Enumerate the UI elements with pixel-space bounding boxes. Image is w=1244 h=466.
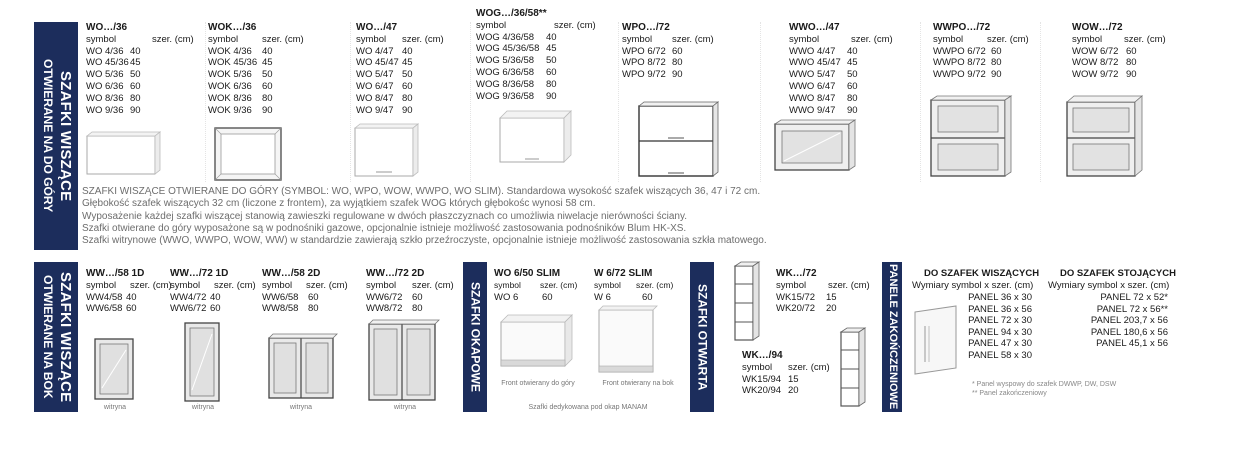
table-row: WOG 45/36/58 45 <box>476 43 557 55</box>
table-row: WPO 9/72 90 <box>622 69 683 81</box>
series-wo-36: WO…/36 symbol szer. (cm) WO 4/36 40 WO 45/36 45 WO 5/36 50 WO 6/36 60 WO 8/36 80 WO 9/36 90 <box>86 22 194 116</box>
caption-front-side: Front otwierany na bok <box>602 380 674 387</box>
table-row: WO 5/36 50 <box>86 69 141 81</box>
series-wwo-47: WWO…/47 symbol szer. (cm) WWO 4/47 40 WWO 45/47 45 WWO 5/47 50 WWO 6/47 60 WWO 8/47 80 WWO 9/47 90 <box>789 22 893 116</box>
table-row: WOG 6/36/58 60 <box>476 66 557 78</box>
list-item: PANEL 94 x 30 <box>968 326 1032 338</box>
table-row: WOW 9/72 90 <box>1072 69 1137 81</box>
table-row: WWO 5/47 50 <box>789 69 858 81</box>
table-row: W 6 60 <box>594 291 653 303</box>
cabinet-wo-36-illustration <box>84 130 164 180</box>
table-row: WO 6/47 60 <box>356 80 413 92</box>
vitrine-2d-72-illustration <box>366 318 440 404</box>
series-wok-36: WOK…/36 symbol szer. (cm) WOK 4/36 40 WOK 45/36 45 WOK 5/36 50 WOK 6/36 60 WOK 8/36 80 WOK 9/36 90 <box>208 22 304 116</box>
panels-hanging-sub: Wymiary symbol x szer. (cm) <box>912 280 1034 291</box>
cabinet-wwo-47-illustration <box>772 118 858 174</box>
table-row: WO 6 60 <box>494 291 553 303</box>
table-row: WWO 9/47 90 <box>789 104 858 116</box>
table-row: WO 4/47 40 <box>356 45 413 57</box>
table-row: WPO 6/72 60 <box>622 45 683 57</box>
caption-front-up: Front otwierany do góry <box>501 380 575 387</box>
table-row: WOG 9/36/58 90 <box>476 90 557 102</box>
cabinet-wo-47-illustration <box>352 120 422 180</box>
vitrine-1d-72-illustration <box>182 320 224 404</box>
list-item: PANEL 72 x 52* <box>1100 292 1168 303</box>
table-row: WW4/72 40 <box>170 291 221 303</box>
series-wo-6-50-slim: WO 6/50 SLIM symbol szer. (cm) WO 6 60 <box>494 268 578 303</box>
okap-slim-top-illustration <box>498 312 574 370</box>
table-row: WO 5/47 50 <box>356 69 413 81</box>
okap-slim-side-illustration <box>596 304 658 376</box>
series-ww-58-2d: WW…/58 2D symbol szer. (cm) WW6/58 60 WW8/58 80 <box>262 268 348 315</box>
table-row: WO 45/47 45 <box>356 57 413 69</box>
table-row: WO 9/47 90 <box>356 104 413 116</box>
list-item: PANEL 45,1 x 56 <box>1096 338 1168 350</box>
series-wwpo-72: WWPO…/72 symbol szer. (cm) WWPO 6/72 60 WWPO 8/72 80 WWPO 9/72 90 <box>933 22 1029 81</box>
caption-witryna: witryna <box>393 404 417 411</box>
series-wo-47: WO…/47 symbol szer. (cm) WO 4/47 40 WO 45/47 45 WO 5/47 50 WO 6/47 60 WO 8/47 80 WO 9/47 90 <box>356 22 444 116</box>
cabinet-wog-illustration <box>497 108 573 168</box>
table-row: WK20/72 20 <box>776 303 837 315</box>
table-row: WWO 45/47 45 <box>789 57 858 69</box>
list-item: PANEL 58 x 30 <box>968 349 1032 361</box>
table-row: WWO 4/47 40 <box>789 45 858 57</box>
cabinet-wow-72-illustration <box>1064 94 1146 180</box>
series-ww-72-2d: WW…/72 2D symbol szer. (cm) WW6/72 60 WW8/72 80 <box>366 268 454 315</box>
shelf-wk-72-illustration <box>732 260 762 344</box>
table-row: WOG 5/36/58 50 <box>476 55 557 67</box>
cabinet-wwpo-72-illustration <box>928 94 1014 180</box>
table-row: WW6/58 60 <box>86 303 137 315</box>
caption-witryna: witryna <box>289 404 313 411</box>
table-row: WOG 8/36/58 80 <box>476 78 557 90</box>
table-row: WO 4/36 40 <box>86 45 141 57</box>
table-row: WWO 6/47 60 <box>789 80 858 92</box>
series-wk-72: WK…/72 symbol szer. (cm) WK15/72 15 WK20/72 20 <box>776 268 870 315</box>
table-row: WW8/72 80 <box>366 303 423 315</box>
table-row: WW6/58 60 <box>262 291 319 303</box>
table-row: WW6/72 60 <box>366 291 423 303</box>
shelf-wk-94-illustration <box>838 326 868 410</box>
description-text: SZAFKI WISZĄCE OTWIERANE DO GÓRY (SYMBOL: WO, WPO, WOW, WWPO, WO SLIM). Standardowa wysokość szafek wiszących 36, 47 i 72 cm. Głębokość szafek wiszących 32 cm (liczone z frontem), za wyjątkiem szafek WOG których głębokośc wynosi 58 cm. Wyposażenie każdej szafki wiszącej stanowią zawieszki regulowane w dwóch płaszczyznach co umożliwia niwelacje nierówności ściany. Szafki otwierane do góry wyposażone są w podnośniki gazowe, opcjonalnie istnieje możliwość zastosowania podnośników Blum HK-XS. Szafki witrynowe (WWO, WWPO, WOW, WW) w standardzie zawierają szkło przeźroczyste, opcjonalnie istnieje możliwość zastosowania szkła matowego. <box>82 186 767 247</box>
caption-witryna: witryna <box>191 404 215 411</box>
panels-standing-list <box>1080 292 1168 350</box>
series-title: WO…/36 <box>86 22 128 33</box>
section-label-otwarta: SZAFKI OTWARTA <box>690 262 714 412</box>
table-row: WO 6/36 60 <box>86 80 141 92</box>
table-row: WOK 5/36 50 <box>208 69 273 81</box>
table-row: WOG 4/36/58 40 <box>476 31 557 43</box>
panels-standing-header: DO SZAFEK STOJĄCYCH <box>1060 268 1176 279</box>
table-row: WW4/58 40 <box>86 291 137 303</box>
table-row: WO 9/36 90 <box>86 104 141 116</box>
panels-hanging-header: DO SZAFEK WISZĄCYCH <box>924 268 1040 279</box>
list-item: PANEL 72 x 30 <box>968 315 1032 327</box>
table-row: WO 8/47 80 <box>356 92 413 104</box>
table-row: WK15/72 15 <box>776 291 837 303</box>
table-row: WW8/58 80 <box>262 303 319 315</box>
panels-standing-sub: Wymiary symbol x szer. (cm) <box>1048 280 1170 291</box>
list-item: PANEL 203,7 x 56 <box>1090 315 1168 327</box>
series-w-6-72-slim: W 6/72 SLIM symbol szer. (cm) W 6 60 <box>594 268 674 303</box>
panels-note: * Panel wyspowy do szafek DWWP, DW, DSW ** Panel zakończeniowy <box>972 381 1117 397</box>
table-row: WWPO 9/72 90 <box>933 69 1002 81</box>
table-row: WW6/72 60 <box>170 303 221 315</box>
cabinet-wok-36-illustration <box>212 120 288 184</box>
table-row: WOK 8/36 80 <box>208 92 273 104</box>
vitrine-1d-58-illustration <box>92 336 138 402</box>
section-label-okapowe: SZAFKI OKAPOWE <box>463 262 487 412</box>
series-ww-58-1d: WW…/58 1D symbol szer. (cm) WW4/58 40 WW6/58 60 <box>86 268 172 315</box>
series-ww-72-1d: WW…/72 1D symbol szer. (cm) WW4/72 40 WW6/72 60 <box>170 268 256 315</box>
series-wog-36-58: WOG…/36/58** symbol szer. (cm) WOG 4/36/58 40 WOG 45/36/58 45 WOG 5/36/58 50 WOG 6/36/58 60 WOG 8/36/58 80 WOG 9/36/58 90 <box>476 8 596 102</box>
table-row: WOW 6/72 60 <box>1072 45 1137 57</box>
series-wk-94: WK…/94 symbol szer. (cm) WK15/94 15 WK20/94 20 <box>742 350 830 397</box>
table-row: WWPO 6/72 60 <box>933 45 1002 57</box>
table-row: WK20/94 20 <box>742 385 799 397</box>
table-row: WPO 8/72 80 <box>622 57 683 69</box>
list-item: PANEL 36 x 30 <box>968 292 1032 303</box>
section-label-panele: PANELE ZAKOŃCZENIOWE <box>882 262 902 412</box>
cabinet-wpo-72-illustration <box>636 100 720 180</box>
table-row: WOK 45/36 45 <box>208 57 273 69</box>
caption-witryna: witryna <box>103 404 127 411</box>
list-item: PANEL 47 x 30 <box>968 338 1032 350</box>
table-row: WOK 9/36 90 <box>208 104 273 116</box>
vitrine-2d-58-illustration <box>266 332 338 402</box>
table-row: WO 45/36 45 <box>86 57 141 69</box>
list-item: PANEL 36 x 56 <box>968 303 1032 315</box>
panels-hanging-list <box>962 292 1032 362</box>
series-wow-72: WOW…/72 symbol szer. (cm) WOW 6/72 60 WOW 8/72 80 WOW 9/72 90 <box>1072 22 1166 81</box>
section-label-top: SZAFKI WISZĄCE OTWIERANE NA DO GÓRY <box>34 22 78 250</box>
section-label-bottom-side: SZAFKI WISZĄCE OTWIERANE NA BOK <box>34 262 78 412</box>
okap-note: Szafki dedykowana pod okap MANAM <box>528 404 648 411</box>
end-panel-illustration <box>912 304 966 378</box>
series-wpo-72: WPO…/72 symbol szer. (cm) WPO 6/72 60 WPO 8/72 80 WPO 9/72 90 <box>622 22 714 81</box>
table-row: WOK 4/36 40 <box>208 45 273 57</box>
list-item: PANEL 180,6 x 56 <box>1090 326 1168 338</box>
table-row: WWO 8/47 80 <box>789 92 858 104</box>
table-row: WOK 6/36 60 <box>208 80 273 92</box>
list-item: PANEL 72 x 56** <box>1096 303 1168 315</box>
table-row: WK15/94 15 <box>742 373 799 385</box>
table-row: WO 8/36 80 <box>86 92 141 104</box>
table-row: WOW 8/72 80 <box>1072 57 1137 69</box>
table-row: WWPO 8/72 80 <box>933 57 1002 69</box>
